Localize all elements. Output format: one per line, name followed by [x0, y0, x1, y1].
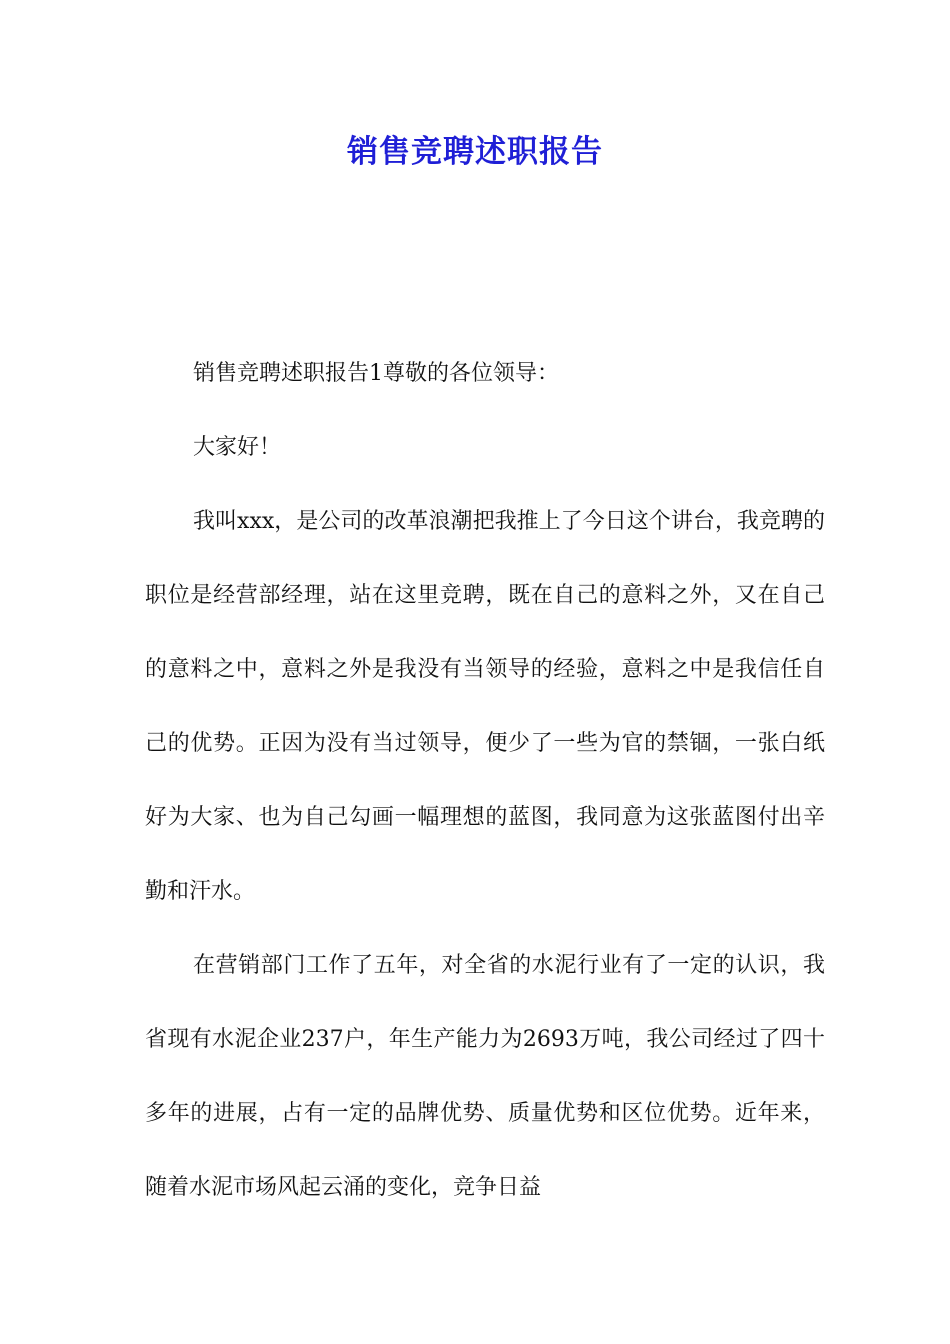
paragraph-introduction: 我叫xxx，是公司的改革浪潮把我推上了今日这个讲台，我竞聘的职位是经营部经理，站在这里竞聘，既在自己的意料之外，又在自己的意料之中，意料之外是我没有当领导的经验，意料之中是我信任自己的优势。正因为没有当过领导，便少了一些为官的禁锢，一张白纸好为大家、也为自己勾画一幅理想的蓝图，我同意为这张蓝图付出辛勤和汗水。	[145, 509, 825, 904]
document-title: 销售竞聘述职报告	[347, 134, 603, 170]
paragraph-market-overview: 在营销部门工作了五年，对全省的水泥行业有了一定的认识，我省现有水泥企业237户，年生产能力为2693万吨，我公司经过了四十多年的进展，占有一定的品牌优势、质量优势和区位优势。近年来，随着水泥市场风起云涌的变化，竞争日益	[145, 953, 825, 1200]
paragraph-greeting: 大家好！	[193, 435, 282, 460]
paragraph-greeting-header: 销售竞聘述职报告1尊敬的各位领导：	[193, 361, 559, 386]
document-body	[145, 337, 825, 1225]
